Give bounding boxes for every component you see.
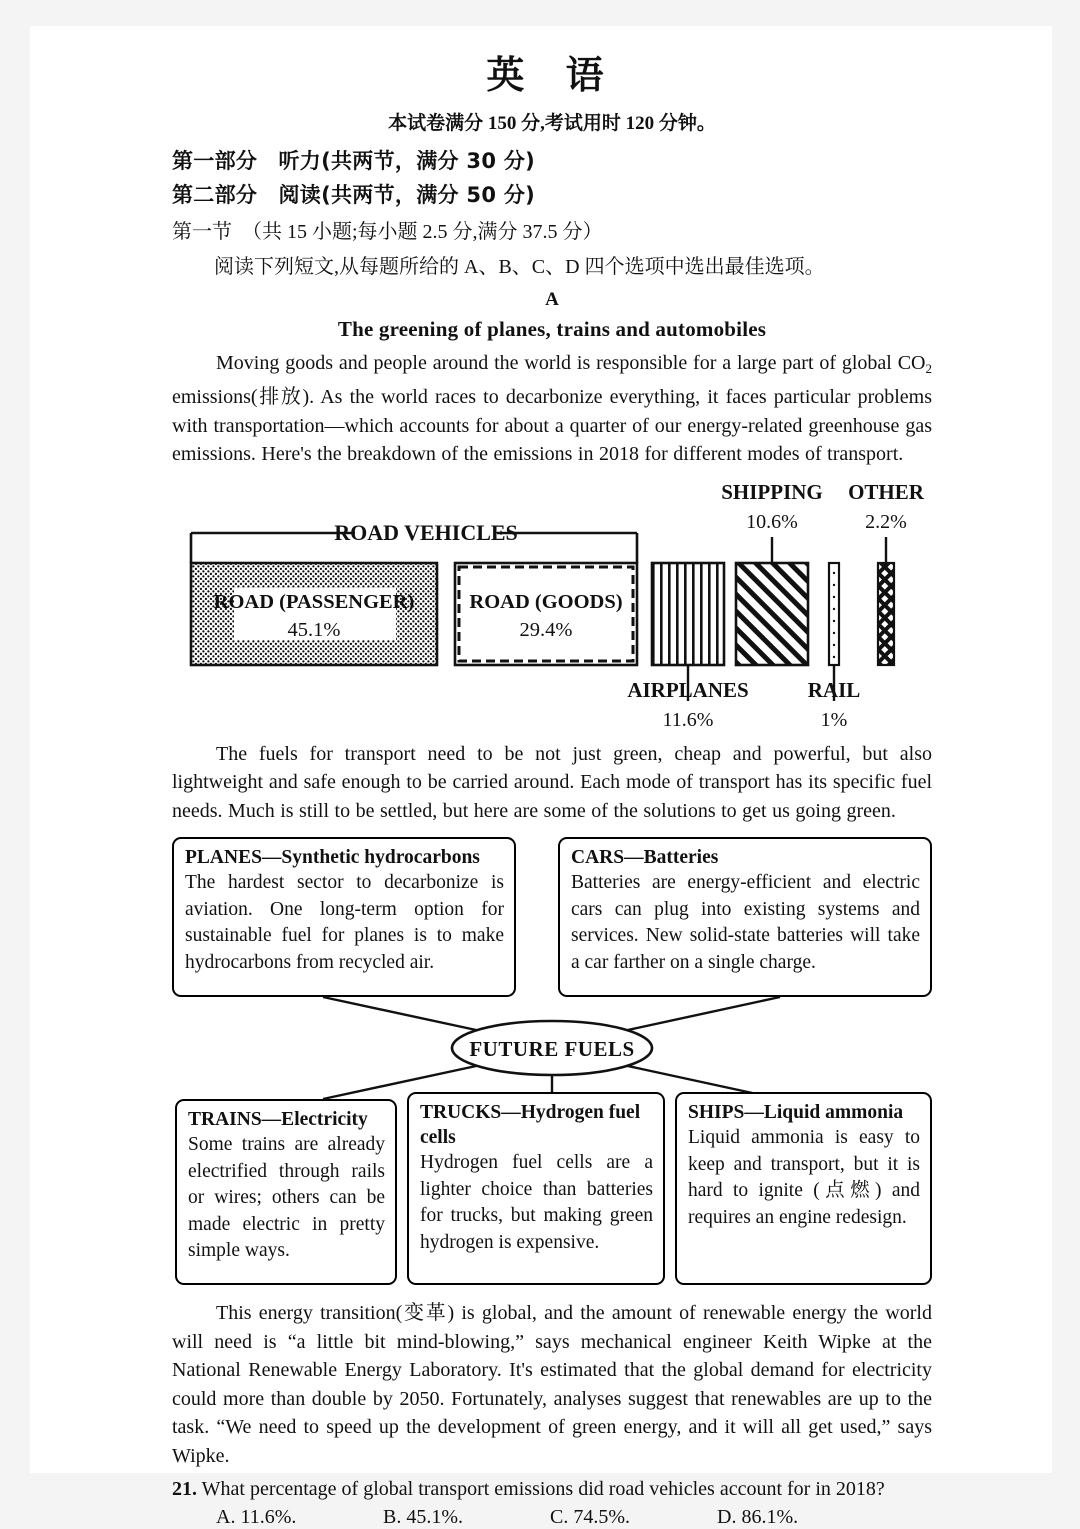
question-number: 21. (172, 1478, 197, 1500)
question-21 (172, 1475, 932, 1503)
node-planes-heading: PLANES—Synthetic hydrocarbons (185, 847, 480, 868)
diagram-node-trains (175, 1099, 397, 1285)
node-trains-heading: TRAINS—Electricity (188, 1109, 368, 1130)
passage-title: The greening of planes, trains and automobiles (337, 316, 767, 341)
node-trucks-body: Hydrogen fuel cells are a lighter choice than batteries for trucks, but making green hydrogen is expensive. (420, 1152, 653, 1253)
svg-text:ROAD (GOODS): ROAD (GOODS) (469, 590, 623, 613)
option-b[interactable]: B. 45.1%. (383, 1506, 463, 1528)
future-fuels-diagram (172, 837, 932, 1292)
chart-svg (172, 475, 932, 733)
section-instruction: 阅读下列短文,从每题所给的 A、B、C、D 四个选项中选出最佳选项。 (214, 255, 825, 278)
node-ships-body: Liquid ammonia is easy to keep and transport, but it is hard to ignite (点燃) and requires an engine redesign. (688, 1127, 920, 1228)
svg-text:1%: 1% (820, 708, 848, 731)
passage-paragraph-1 (172, 349, 932, 469)
node-cars-heading: CARS—Batteries (571, 847, 719, 868)
svg-text:FUTURE FUELS: FUTURE FUELS (469, 1037, 635, 1061)
diagram-node-cars (558, 837, 932, 997)
diagram-node-ships (675, 1092, 932, 1285)
svg-text:45.1%: 45.1% (287, 618, 341, 641)
part-one-heading: 第一部分 听力(共两节，满分 30 分) (172, 148, 536, 173)
svg-text:ROAD (PASSENGER): ROAD (PASSENGER) (213, 590, 415, 613)
svg-text:10.6%: 10.6% (746, 510, 798, 533)
node-ships-heading: SHIPS—Liquid ammonia (688, 1102, 904, 1123)
passage-paragraph-2: The fuels for transport need to be not just green, cheap and powerful, but also lightweight and safe enough to be carried around. Each mode of transport has its specific fuel needs. Much is still to be settled, but here are some of the solutions to get us going green. (172, 742, 932, 822)
svg-text:RAIL: RAIL (807, 677, 861, 702)
emissions-bar-chart (172, 475, 932, 733)
node-planes-body: The hardest sector to decarbonize is aviation. One long-term option for sustainable fuel for planes is to make hydrocarbons from recycled air. (185, 872, 504, 973)
page-content (172, 26, 932, 1529)
option-a[interactable]: A. 11.6%. (216, 1506, 297, 1528)
question-text: What percentage of global transport emissions did road vehicles account for in 2018? (201, 1478, 885, 1500)
para1-part-b: emissions(排放). As the world races to decarbonize everything, it faces particular problems with transportation—which accounts for about a quarter of our energy-related greenhouse gas emissions. Here's the breakdown of the emissions in 2018 for different modes of transport. (172, 386, 932, 465)
para1-part-a: Moving goods and people around the world is responsible for a large part of global CO (216, 351, 926, 374)
svg-text:OTHER: OTHER (848, 479, 924, 504)
svg-text:29.4%: 29.4% (519, 618, 573, 641)
node-trucks-heading: TRUCKS—Hydrogen fuel cells (420, 1102, 641, 1148)
svg-text:2.2%: 2.2% (865, 510, 907, 533)
passage-paragraph-3: This energy transition(变革) is global, and the amount of renewable energy the world will need is “a little bit mind-blowing,” says mechanical engineer Keith Wipke at the National Renewable Energy Laboratory. It's estimated that the global demand for electricity could more than double by 2050. Fortunately, analyses suggest that renewables are up to the task. “We need to speed up the development of green energy, and it will all get used,” says Wipke. (172, 1302, 932, 1467)
exam-subtitle: 本试卷满分 150 分,考试用时 120 分钟。 (388, 112, 716, 134)
svg-text:AIRPLANES: AIRPLANES (627, 677, 749, 702)
page-title: 英 语 (486, 53, 618, 97)
diagram-node-trucks (407, 1092, 665, 1285)
svg-text:ROAD VEHICLES: ROAD VEHICLES (334, 519, 518, 545)
node-cars-body: Batteries are energy-efficient and electric cars can plug into existing systems and services. New solid-state batteries will take a car farther on a single charge. (571, 872, 920, 973)
option-d[interactable]: D. 86.1%. (717, 1506, 799, 1528)
co2-subscript: 2 (925, 360, 932, 376)
diagram-node-planes (172, 837, 516, 997)
svg-text:11.6%: 11.6% (662, 708, 714, 731)
passage-letter: A (545, 288, 559, 310)
exam-page (30, 26, 1052, 1528)
question-21-options (172, 1506, 932, 1529)
svg-text:SHIPPING: SHIPPING (721, 479, 823, 504)
part-two-heading: 第二部分 阅读(共两节，满分 50 分) (172, 182, 536, 207)
option-c[interactable]: C. 74.5%. (550, 1506, 630, 1528)
section-one-heading: 第一节 （共 15 小题;每小题 2.5 分,满分 37.5 分） (172, 220, 603, 243)
node-trains-body: Some trains are already electrified through rails or wires; others can be made electric in pretty simple ways. (188, 1134, 385, 1261)
